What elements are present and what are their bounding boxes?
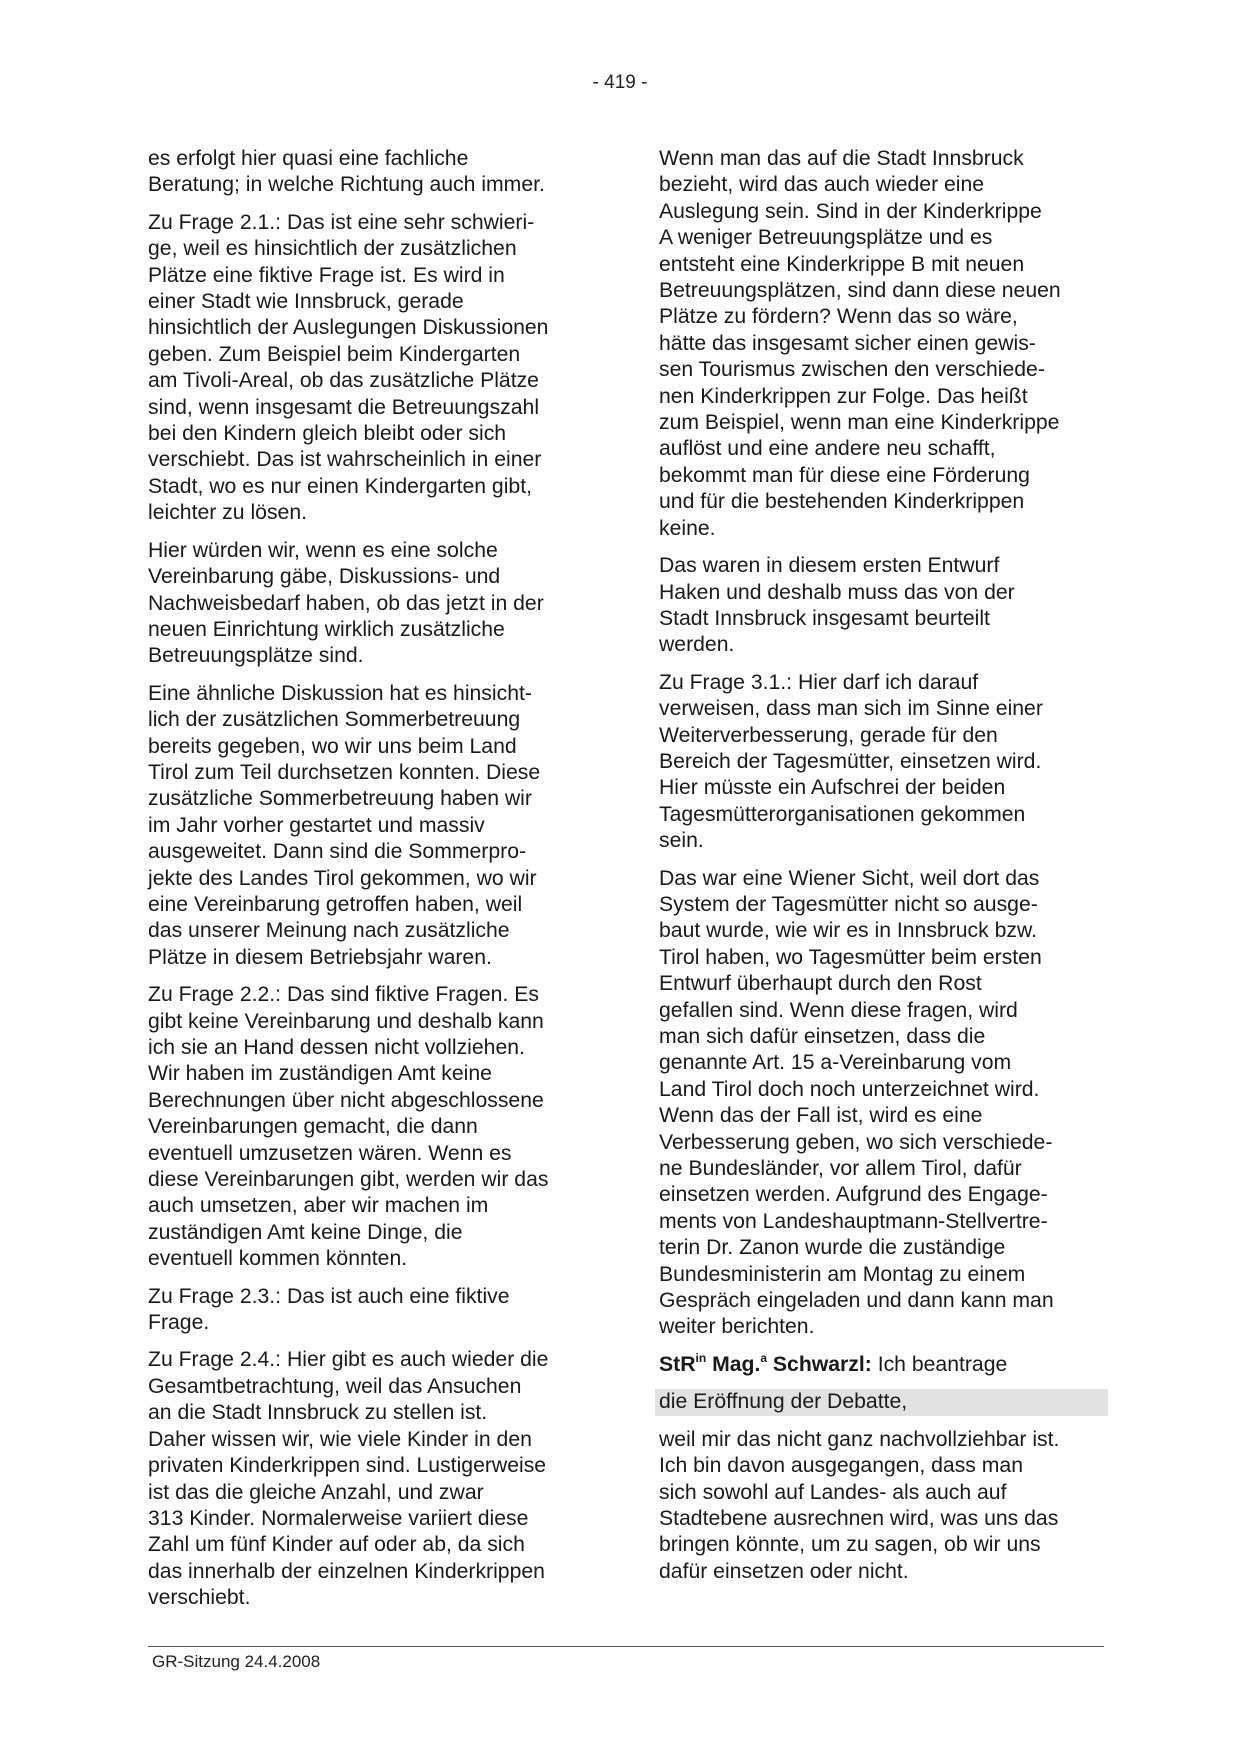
text-line: ist das die gleiche Anzahl, und zwar (148, 1480, 484, 1504)
text-line: Entwurf überhaupt durch den Rost (659, 972, 982, 996)
text-line: Zu Frage 2.2.: Das sind fiktive Fragen. Es (148, 983, 539, 1007)
text-line: Plätze zu fördern? Wenn das so wäre, (659, 305, 1018, 329)
right-column (659, 146, 1104, 1596)
text-line: Zu Frage 3.1.: Hier darf ich darauf (659, 670, 979, 694)
left-column (148, 146, 586, 1623)
text-line: sein. (659, 829, 704, 853)
text-line: Zu Frage 2.1.: Das ist eine sehr schwieri- (148, 210, 535, 234)
text-line: ich sie an Hand dessen nicht vollziehen. (148, 1036, 525, 1059)
speaker-line (659, 1352, 1104, 1378)
text-line: Wir haben im zuständigen Amt keine (148, 1062, 492, 1086)
text-line: Betreuungsplätzen, sind dann diese neuen (659, 279, 1061, 303)
text-line: Hier müsste ein Aufschrei der beiden (659, 776, 1006, 800)
text-line: Hier würden wir, wenn es eine solche (148, 538, 498, 562)
text-line: bezieht, wird das auch wieder eine (659, 173, 985, 197)
text-line: verweisen, dass man sich im Sinne einer (659, 697, 1043, 721)
text-line: Daher wissen wir, wie viele Kinder in den (148, 1427, 532, 1451)
text-line: Betreuungsplätze sind. (148, 644, 364, 668)
text-line: Stadtebene ausrechnen wird, was uns das (659, 1506, 1059, 1530)
text-line: werden. (659, 633, 735, 657)
text-line: Das war eine Wiener Sicht, weil dort das (659, 866, 1040, 890)
text-line: Vereinbarung gäbe, Diskussions- und (148, 565, 501, 589)
text-line: Haken und deshalb muss das von der (659, 580, 1015, 604)
footer-session-date: GR-Sitzung 24.4.2008 (152, 1652, 321, 1671)
right-column-paragraphs-after (659, 1427, 1104, 1585)
text-line: Ich bin davon ausgegangen, dass man (659, 1454, 1023, 1478)
text-line: zusätzliche Sommerbetreuung haben wir (148, 787, 532, 811)
text-line: sind, wenn insgesamt die Betreuungszahl (148, 395, 540, 419)
paragraph (148, 982, 586, 1272)
text-line: privaten Kinderkrippen sind. Lustigerweise (148, 1454, 547, 1478)
text-line: und für die bestehenden Kinderkrippen (659, 490, 1025, 514)
text-line: auch umsetzen, aber wir machen im (148, 1194, 489, 1218)
text-line: Berechnungen über nicht abgeschlossene (148, 1088, 544, 1112)
text-line: zuständigen Amt keine Dinge, die (148, 1220, 463, 1244)
text-line: Zahl um fünf Kinder auf oder ab, da sich (148, 1533, 525, 1557)
text-line: Eine ähnliche Diskussion hat es hinsicht- (148, 681, 532, 705)
right-column-paragraphs-before (659, 146, 1104, 1341)
paragraph (659, 553, 1104, 659)
text-line: baut wurde, wie wir es in Innsbruck bzw. (659, 919, 1038, 943)
text-line: Auslegung sein. Sind in der Kinderkrippe (659, 199, 1042, 223)
paragraph (148, 538, 586, 670)
paragraph (659, 1427, 1104, 1585)
text-line: Bereich der Tagesmütter, einsetzen wird. (659, 749, 1042, 773)
paragraph (659, 670, 1104, 855)
text-line: Plätze in diesem Betriebsjahr waren. (148, 945, 492, 969)
text-line: leichter zu lösen. (148, 501, 307, 525)
text-line: eventuell umzusetzen wären. Wenn es (148, 1141, 512, 1165)
text-line: sen Tourismus zwischen den verschiede- (659, 358, 1045, 382)
text-line: verschiebt. (148, 1586, 251, 1610)
paragraph (659, 866, 1104, 1341)
text-line: dafür einsetzen oder nicht. (659, 1559, 909, 1583)
text-line: auflöst und eine andere neu schafft, (659, 437, 996, 461)
text-line: Tirol haben, wo Tagesmütter beim ersten (659, 945, 1042, 969)
paragraph (148, 1284, 586, 1337)
paragraph (148, 146, 586, 199)
text-line: keine. (659, 516, 716, 540)
text-line: am Tivoli-Areal, ob das zusätzliche Plätze (148, 369, 539, 393)
text-line: Gesamtbetrachtung, weil das Ansuchen (148, 1374, 522, 1398)
text-line: verschiebt. Das ist wahrscheinlich in einer (148, 448, 542, 472)
text-line: ausgeweitet. Dann sind die Sommerpro- (148, 840, 527, 864)
text-line: eventuell kommen könnten. (148, 1247, 408, 1271)
text-line: Weiterverbesserung, gerade für den (659, 723, 998, 747)
text-line: A weniger Betreuungsplätze und es (659, 226, 993, 250)
text-line: Zu Frage 2.3.: Das ist auch eine fiktive (148, 1284, 510, 1308)
text-line: Bundesministerin am Montag zu einem (659, 1262, 1026, 1286)
text-line: jekte des Landes Tirol gekommen, wo wir (148, 866, 537, 890)
text-line: ments von Landeshauptmann-Stellvertre- (659, 1209, 1048, 1233)
text-line: im Jahr vorher gestartet und massiv (148, 813, 485, 837)
paragraph (148, 681, 586, 971)
text-line: es erfolgt hier quasi eine fachliche (148, 147, 469, 170)
text-line: weiter berichten. (659, 1315, 815, 1339)
text-line: geben. Zum Beispiel beim Kindergarten (148, 342, 521, 366)
paragraph (148, 1347, 586, 1611)
text-line: Nachweisbedarf haben, ob das jetzt in der (148, 591, 544, 615)
text-line: hinsichtlich der Auslegungen Diskussionen (148, 316, 549, 340)
text-line: Stadt, wo es nur einen Kindergarten gibt, (148, 474, 532, 498)
motion-line: die Eröffnung der Debatte, (655, 1389, 1108, 1415)
text-line: sich sowohl auf Landes- als auch auf (659, 1480, 1007, 1504)
text-line: bei den Kindern gleich bleibt oder sich (148, 422, 507, 446)
text-line: Stadt Innsbruck insgesamt beurteilt (659, 606, 990, 630)
text-line: hätte das insgesamt sicher einen gewis- (659, 331, 1036, 355)
page-number: - 419 - (592, 72, 648, 93)
text-line: 313 Kinder. Normalerweise variiert diese (148, 1506, 529, 1530)
text-line: ne Bundesländer, vor allem Tirol, dafür (659, 1157, 1022, 1181)
text-line: Vereinbarungen gemacht, die dann (148, 1115, 478, 1139)
text-line: zum Beispiel, wenn man eine Kinderkrippe (659, 411, 1060, 435)
text-line: Verbesserung geben, wo sich verschiede- (659, 1130, 1053, 1154)
paragraph (148, 210, 586, 527)
text-line: Wenn man das auf die Stadt Innsbruck (659, 147, 1024, 170)
text-line: Beratung; in welche Richtung auch immer. (148, 173, 545, 197)
text-line: System der Tagesmütter nicht so ausge- (659, 892, 1038, 916)
text-line: bekommt man für diese eine Förderung (659, 463, 1030, 487)
text-line: das innerhalb der einzelnen Kinderkrippen (148, 1559, 545, 1583)
text-line: ge, weil es hinsichtlich der zusätzlichen (148, 237, 517, 261)
paragraph (659, 146, 1104, 542)
text-line: einsetzen werden. Aufgrund des Engage- (659, 1183, 1048, 1207)
text-line: bringen könnte, um zu sagen, ob wir uns (659, 1533, 1041, 1557)
text-line: eine Vereinbarung getroffen haben, weil (148, 892, 523, 916)
text-line: terin Dr. Zanon wurde die zuständige (659, 1236, 1006, 1260)
text-line: lich der zusätzlichen Sommerbetreuung (148, 708, 521, 732)
text-line: diese Vereinbarungen gibt, werden wir das (148, 1168, 549, 1192)
text-line: nen Kinderkrippen zur Folge. Das heißt (659, 384, 1028, 408)
text-line: gibt keine Vereinbarung und deshalb kann (148, 1009, 544, 1033)
footer-divider (148, 1646, 1104, 1647)
text-line: Gespräch eingeladen und dann kann man (659, 1289, 1054, 1313)
text-line: das unserer Meinung nach zusätzliche (148, 919, 510, 943)
text-line: an die Stadt Innsbruck zu stellen ist. (148, 1401, 488, 1425)
speaker-title: StR$^{in}$ Mag.$^a$ Schwarzl: (659, 1350, 872, 1376)
text-line: Land Tirol doch noch unterzeichnet wird. (659, 1077, 1040, 1101)
text-line: Das waren in diesem ersten Entwurf (659, 554, 1000, 578)
text-line: Tirol zum Teil durchsetzen konnten. Diese (148, 760, 541, 784)
text-line: einer Stadt wie Innsbruck, gerade (148, 290, 464, 314)
text-line: Zu Frage 2.4.: Hier gibt es auch wieder die (148, 1348, 549, 1372)
speaker-text: Ich beantrage (877, 1352, 1008, 1376)
text-line: Tagesmütterorganisationen gekommen (659, 802, 1026, 826)
text-line: Frage. (148, 1311, 210, 1335)
text-line: man sich dafür einsetzen, dass die (659, 1025, 986, 1048)
text-line: gefallen sind. Wenn diese fragen, wird (659, 998, 1018, 1022)
text-line: neuen Einrichtung wirklich zusätzliche (148, 617, 505, 641)
text-line: Wenn das der Fall ist, wird es eine (659, 1104, 983, 1128)
text-line: entsteht eine Kinderkrippe B mit neuen (659, 252, 1025, 276)
text-line: weil mir das nicht ganz nachvollziehbar ist. (659, 1427, 1060, 1451)
text-line: genannte Art. 15 a-Vereinbarung vom (659, 1051, 1012, 1075)
text-line: bereits gegeben, wo wir uns beim Land (148, 734, 517, 758)
text-line: Plätze eine fiktive Frage ist. Es wird in (148, 263, 505, 287)
